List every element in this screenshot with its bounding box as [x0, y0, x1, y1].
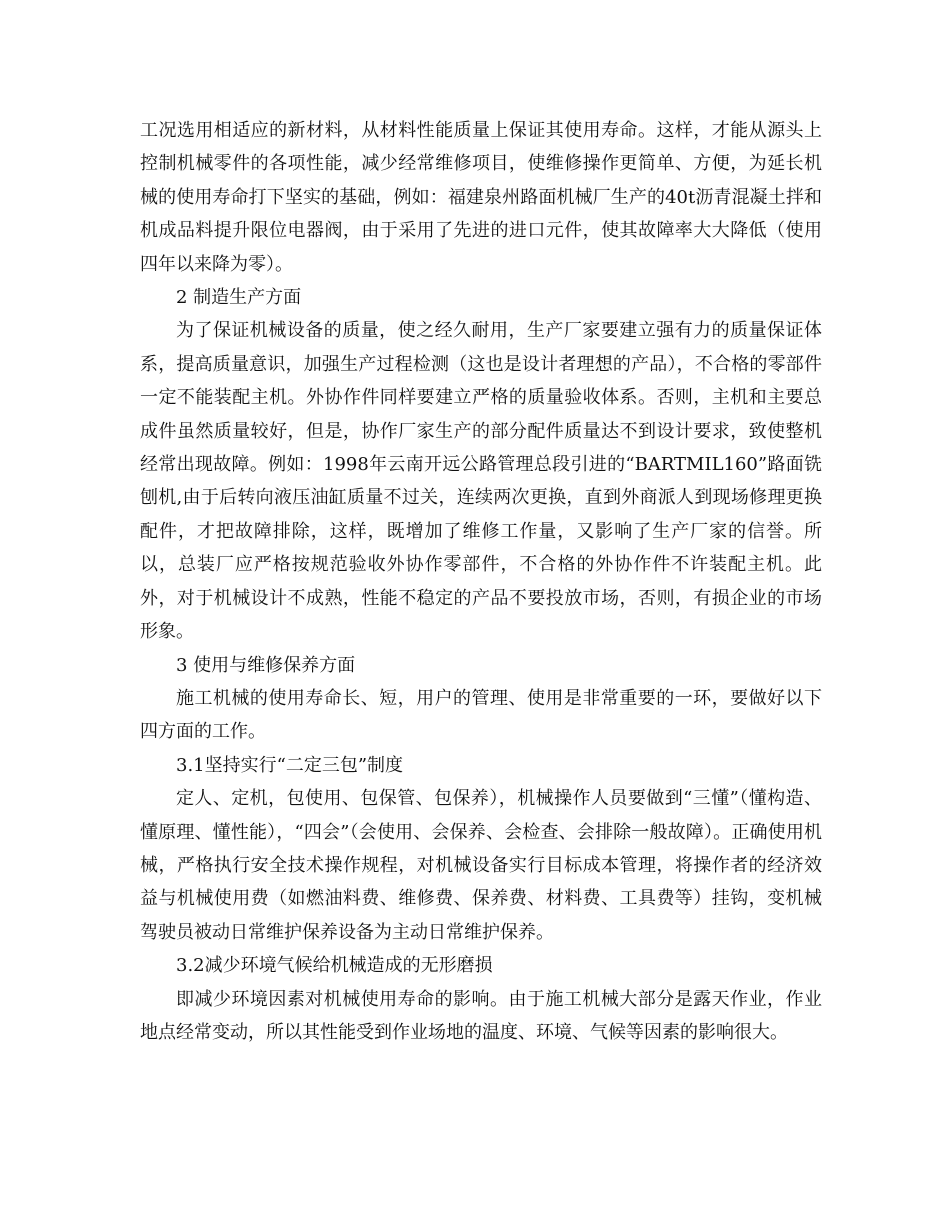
paragraph-environment: 即减少环境因素对机械使用寿命的影响。由于施工机械大部分是露天作业，作业地点经常变动，所以其性能受到作业场地的温度、环境、气候等因素的影响很大。	[140, 988, 822, 1043]
subsection-heading-3-2: 3.2减少环境气候给机械造成的无形磨损	[176, 955, 493, 977]
paragraph-responsibility-system: 定人、定机，包使用、包保管、包保养），机械操作人员要做到“三懂”（懂构造、懂原理、懂性能），“四会”（会使用、会保养、会检查、会排除一般故障）。正确使用机械，严格执行安全技术操作规程，对机械设备实行目标成本管理，将操作者的经济效益与机械使用费（如燃油料费、维修费、保养费、材料费、工具费等）挂钩，变机械驾驶员被动日常维护保养设备为主动日常维护保养。	[140, 788, 822, 943]
section-heading-manufacturing: 2 制造生产方面	[176, 287, 302, 309]
document-page	[140, 114, 822, 1049]
paragraph-manufacturing: 为了保证机械设备的质量，使之经久耐用，生产厂家要建立强有力的质量保证体系，提高质量意识，加强生产过程检测（这也是设计者理想的产品），不合格的零部件一定不能装配主机。外协作件同样要建立严格的质量验收体系。否则，主机和主要总成件虽然质量较好，但是，协作厂家生产的部分配件质量达不到设计要求，致使整机经常出现故障。例如：1998年云南开远公路管理总段引进的“BARTMIL160”路面铣刨机,由于后转向液压油缸质量不过关，连续两次更换，直到外商派人到现场修理更换配件，才把故障排除，这样，既增加了维修工作量，又影响了生产厂家的信誉。所以，总装厂应严格按规范验收外协作零部件，不合格的外协作件不许装配主机。此外，对于机械设计不成熟，性能不稳定的产品不要投放市场，否则，有损企业的市场形象。	[140, 320, 822, 643]
subsection-heading-3-1: 3.1坚持实行“二定三包”制度	[176, 754, 404, 776]
paragraph-material-selection: 工况选用相适应的新材料，从材料性能质量上保证其使用寿命。这样，才能从源头上控制机械零件的各项性能，减少经常维修项目，使维修操作更简单、方便，为延长机械的使用寿命打下坚实的基础，例如：福建泉州路面机械厂生产的40t沥青混凝土拌和机成品料提升限位电器阀，由于采用了先进的进口元件，使其故障率大大降低（使用四年以来降为零）。	[140, 120, 822, 275]
paragraph-usage-intro: 施工机械的使用寿命长、短，用户的管理、使用是非常重要的一环，要做好以下四方面的工作。	[140, 687, 822, 743]
section-heading-usage-maintenance: 3 使用与维修保养方面	[176, 654, 356, 676]
